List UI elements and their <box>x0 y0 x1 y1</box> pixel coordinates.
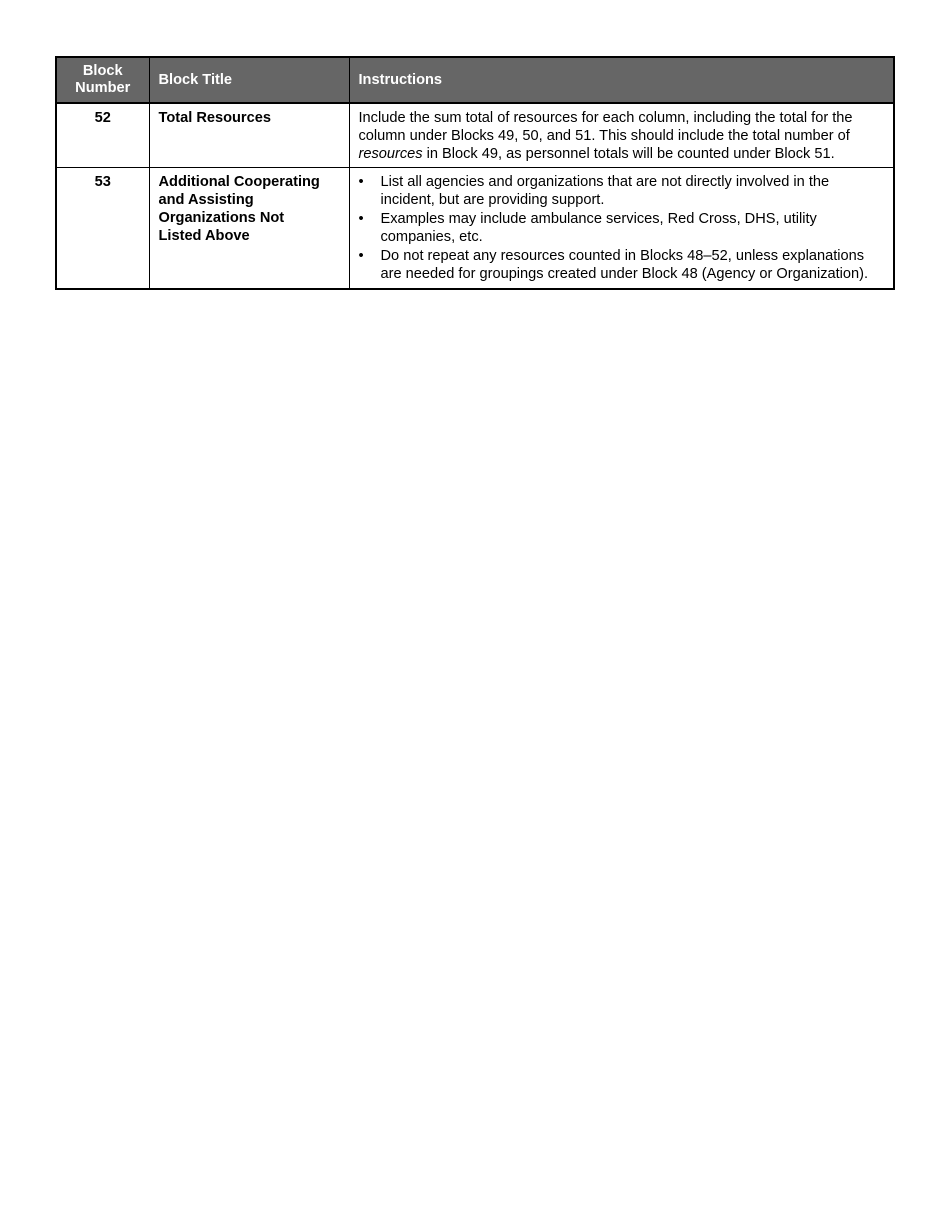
instructions-text-part1: Include the sum total of resources for each column, including the total for the column under Blocks 49, 50, and 51. This should include the total number of <box>358 110 853 144</box>
block-number-cell: 53 <box>56 168 149 290</box>
bullet-item: • List all agencies and organizations that are not directly involved in the incident, but are providing support. <box>359 173 886 209</box>
header-block-title: Block Title <box>149 57 349 103</box>
instructions-table <box>55 56 895 290</box>
table-row-53 <box>56 168 894 290</box>
header-block-number-line1: Block <box>82 63 123 79</box>
table-header <box>56 57 894 103</box>
instructions-text-italic: resources <box>358 146 423 162</box>
block-title-cell <box>149 168 349 290</box>
header-block-number <box>56 57 149 103</box>
instructions-cell <box>349 103 894 168</box>
instructions-bullet-list <box>359 173 886 283</box>
block-title-line: Additional Cooperating <box>158 174 320 190</box>
block-title-line: Listed Above <box>158 228 250 244</box>
block-number-cell: 52 <box>56 103 149 168</box>
table-row-52 <box>56 103 894 168</box>
block-title-cell: Total Resources <box>149 103 349 168</box>
block-title-line: and Assisting <box>158 192 254 208</box>
block-title-line: Organizations Not <box>158 210 285 226</box>
bullet-item: • Do not repeat any resources counted in Blocks 48–52, unless explanations are needed for groupings created under Block 48 (Agency or Organization). <box>359 247 886 283</box>
table-body <box>56 103 894 289</box>
instructions-text-part2: in Block 49, as personnel totals will be counted under Block 51. <box>422 146 835 162</box>
instructions-cell <box>349 168 894 290</box>
header-instructions: Instructions <box>349 57 894 103</box>
header-row <box>56 57 894 103</box>
header-block-number-line2: Number <box>75 80 131 96</box>
bullet-item: • Examples may include ambulance services, Red Cross, DHS, utility companies, etc. <box>359 210 886 246</box>
